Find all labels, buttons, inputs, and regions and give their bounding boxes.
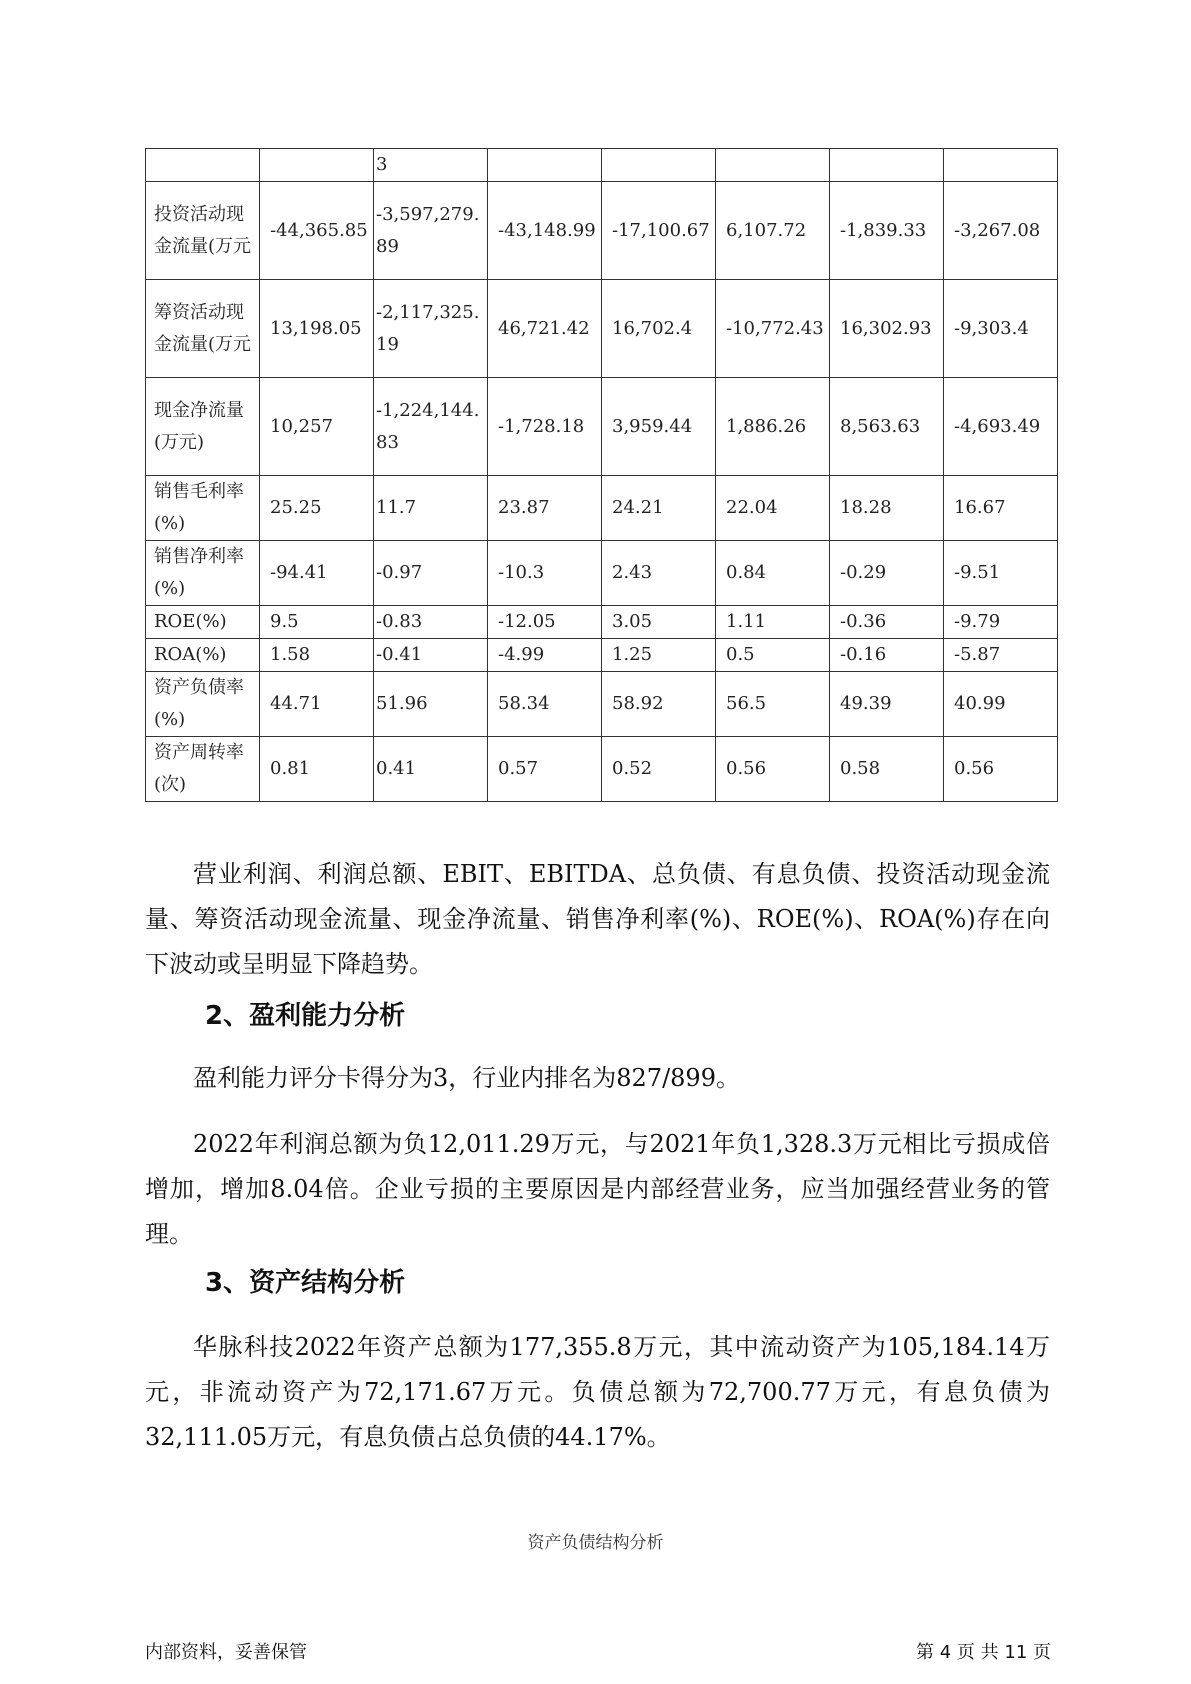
- row-label: [146, 149, 260, 182]
- table-cell: 9.5: [260, 606, 374, 639]
- table-cell: 46,721.42: [488, 280, 602, 378]
- table-cell: 16,302.93: [830, 280, 944, 378]
- row-label: 筹资活动现金流量(万元: [146, 280, 260, 378]
- row-label: ROE(%): [146, 606, 260, 639]
- table-cell: -0.16: [830, 639, 944, 672]
- table-cell: 22.04: [716, 476, 830, 541]
- table-row: [146, 672, 1058, 737]
- table-cell: -0.41: [374, 639, 488, 672]
- row-label: 资产负债率(%): [146, 672, 260, 737]
- table-cell: 1.11: [716, 606, 830, 639]
- table-cell: 16.67: [944, 476, 1058, 541]
- table-cell: [602, 149, 716, 182]
- table-cell: -9.51: [944, 541, 1058, 606]
- table-cell: 16,702.4: [602, 280, 716, 378]
- table-cell: 24.21: [602, 476, 716, 541]
- table-cell: 51.96: [374, 672, 488, 737]
- table-cell: 1.58: [260, 639, 374, 672]
- table-cell: 0.5: [716, 639, 830, 672]
- figure-caption: 资产负债结构分析: [527, 1533, 664, 1553]
- table-cell: 49.39: [830, 672, 944, 737]
- table-row: [146, 149, 1058, 182]
- table-cell: [260, 149, 374, 182]
- trend-paragraph: 营业利润、利润总额、EBIT、EBITDA、总负债、有息负债、投资活动现金流量、筹资活动现金流量、现金净流量、销售净利率(%)、ROE(%)、ROA(%)存在向下波动或呈明显下降趋势。: [145, 860, 1050, 978]
- table-row: [146, 378, 1058, 476]
- table-cell: 0.56: [716, 737, 830, 802]
- table-cell: 6,107.72: [716, 182, 830, 280]
- table-cell: -1,839.33: [830, 182, 944, 280]
- table-cell: 1,886.26: [716, 378, 830, 476]
- table-cell: -43,148.99: [488, 182, 602, 280]
- asset-structure-paragraph: 华脉科技2022年资产总额为177,355.8万元，其中流动资产为105,184.14万元，非流动资产为72,171.67万元。负债总额为72,700.77万元，有息负债为32,111.05万元，有息负债占总负债的44.17%。: [145, 1333, 1050, 1451]
- table-cell: -0.36: [830, 606, 944, 639]
- table-cell: -9.79: [944, 606, 1058, 639]
- table-cell: -5.87: [944, 639, 1058, 672]
- section-heading-profitability: 2、盈利能力分析: [205, 1001, 406, 1031]
- table-cell: 0.57: [488, 737, 602, 802]
- table-row: [146, 639, 1058, 672]
- row-label: ROA(%): [146, 639, 260, 672]
- table-cell: 10,257: [260, 378, 374, 476]
- profitability-score-paragraph: 盈利能力评分卡得分为3，行业内排名为827/899。: [193, 1064, 740, 1092]
- table-cell: 11.7: [374, 476, 488, 541]
- table-cell: 3: [374, 149, 488, 182]
- table-row: [146, 606, 1058, 639]
- table-cell: 56.5: [716, 672, 830, 737]
- profit-loss-paragraph: 2022年利润总额为负12,011.29万元，与2021年负1,328.3万元相比亏损成倍增加，增加8.04倍。企业亏损的主要原因是内部经营业务，应当加强经营业务的管理。: [145, 1130, 1050, 1248]
- footer-page-number: 第 4 页 共 11 页: [916, 1642, 1051, 1663]
- table-cell: 0.58: [830, 737, 944, 802]
- table-cell: -1,224,144.83: [374, 378, 488, 476]
- table-cell: [830, 149, 944, 182]
- table-cell: 58.92: [602, 672, 716, 737]
- table-row: [146, 541, 1058, 606]
- table-cell: -44,365.85: [260, 182, 374, 280]
- table-cell: 0.41: [374, 737, 488, 802]
- row-label: 销售净利率(%): [146, 541, 260, 606]
- table-cell: 1.25: [602, 639, 716, 672]
- financial-indicator-table: [145, 148, 1058, 802]
- table-cell: 3,959.44: [602, 378, 716, 476]
- table-cell: 18.28: [830, 476, 944, 541]
- table-cell: -10.3: [488, 541, 602, 606]
- table-cell: -10,772.43: [716, 280, 830, 378]
- table-cell: 0.84: [716, 541, 830, 606]
- row-label: 资产周转率(次): [146, 737, 260, 802]
- table-cell: 23.87: [488, 476, 602, 541]
- table-cell: [716, 149, 830, 182]
- table-cell: -0.97: [374, 541, 488, 606]
- table-cell: -9,303.4: [944, 280, 1058, 378]
- table-cell: 58.34: [488, 672, 602, 737]
- row-label: 投资活动现金流量(万元: [146, 182, 260, 280]
- table-cell: 2.43: [602, 541, 716, 606]
- table-cell: 13,198.05: [260, 280, 374, 378]
- table-cell: -4,693.49: [944, 378, 1058, 476]
- table-cell: 44.71: [260, 672, 374, 737]
- table-cell: -1,728.18: [488, 378, 602, 476]
- table-cell: -3,267.08: [944, 182, 1058, 280]
- table-cell: -12.05: [488, 606, 602, 639]
- table-cell: 25.25: [260, 476, 374, 541]
- table-cell: [944, 149, 1058, 182]
- table-cell: -94.41: [260, 541, 374, 606]
- table-cell: -3,597,279.89: [374, 182, 488, 280]
- table-row: [146, 737, 1058, 802]
- table-row: [146, 280, 1058, 378]
- section-heading-asset-structure: 3、资产结构分析: [205, 1268, 406, 1298]
- table-cell: 3.05: [602, 606, 716, 639]
- table-cell: 0.81: [260, 737, 374, 802]
- table-cell: 40.99: [944, 672, 1058, 737]
- row-label: 现金净流量(万元): [146, 378, 260, 476]
- table-row: [146, 476, 1058, 541]
- table-cell: -2,117,325.19: [374, 280, 488, 378]
- table-cell: -0.29: [830, 541, 944, 606]
- table-cell: [488, 149, 602, 182]
- table-cell: -17,100.67: [602, 182, 716, 280]
- row-label: 销售毛利率(%): [146, 476, 260, 541]
- table-cell: 0.56: [944, 737, 1058, 802]
- footer-confidential-note: 内部资料，妥善保管: [145, 1642, 307, 1663]
- table-cell: -4.99: [488, 639, 602, 672]
- table-cell: -0.83: [374, 606, 488, 639]
- table-cell: 0.52: [602, 737, 716, 802]
- table-cell: 8,563.63: [830, 378, 944, 476]
- table-row: [146, 182, 1058, 280]
